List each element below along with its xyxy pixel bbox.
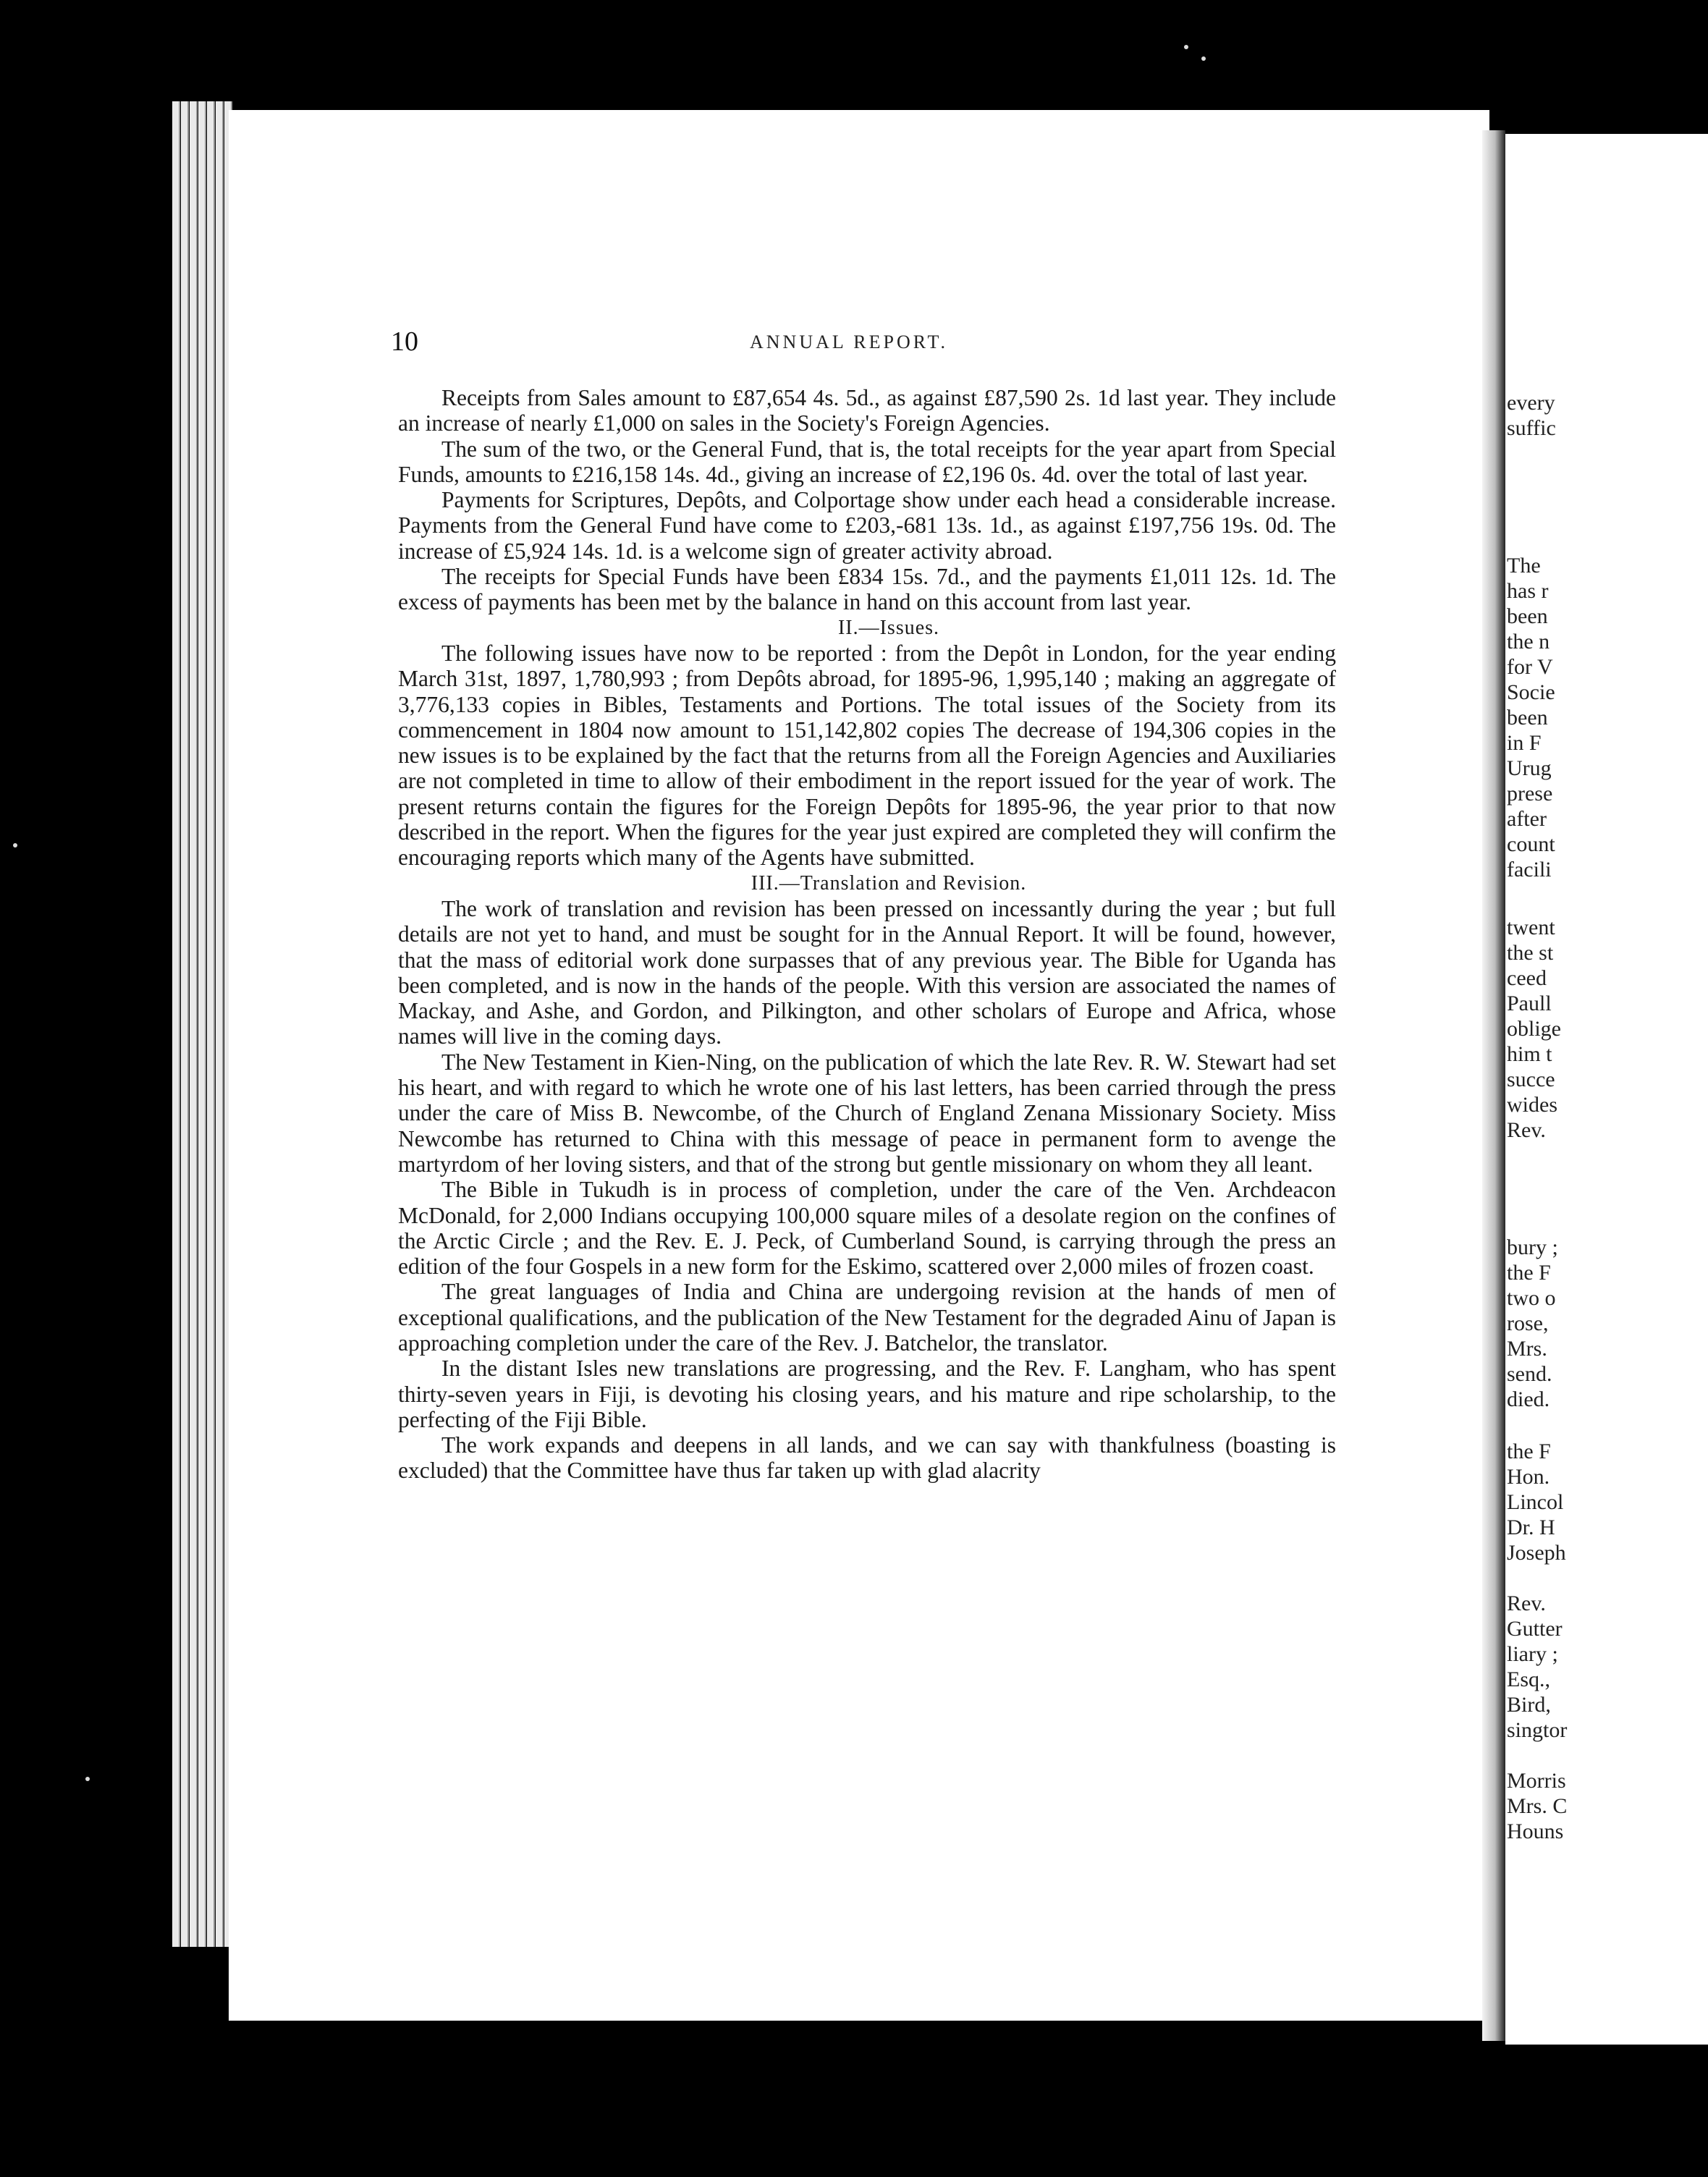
right-fragment: Socie <box>1507 680 1555 704</box>
right-fragment: has r <box>1507 579 1549 603</box>
scan-speck <box>13 843 17 847</box>
right-fragment: suffic <box>1507 416 1556 440</box>
right-fragment: the st <box>1507 941 1554 965</box>
right-fragment: Mrs. C <box>1507 1794 1568 1818</box>
right-fragment: Morris <box>1507 1769 1566 1793</box>
right-fragment: the F <box>1507 1261 1551 1285</box>
right-fragment: Urug <box>1507 756 1552 780</box>
scan-speck <box>1184 45 1188 49</box>
right-fragment: prese <box>1507 782 1553 806</box>
scan-speck <box>1201 56 1206 61</box>
right-fragment: Rev. <box>1507 1591 1546 1615</box>
right-fragment: him t <box>1507 1042 1552 1066</box>
paragraph-india-china: The great languages of India and China are undergoing revision at the hands of men of exceptional qualifications, and the publication of the New Testament for the degraded Ainu of Japan is approaching completion under the care of the Rev. J. Batchelor, the translator. <box>398 1279 1336 1356</box>
right-fragment: been <box>1507 604 1548 628</box>
paragraph-tukudh: The Bible in Tukudh is in process of completion, under the care of the Ven. Archdeacon McDonald, for 2,000 Indians occupying 100,000 square miles of a desolate region on the confines of the Arctic Circle ; and the Rev. E. J. Peck, of Cumberland Sound, is carrying through the press an edition of the four Gospels in a new form for the Eskimo, scattered over 2,000 miles of frozen coast. <box>398 1177 1336 1280</box>
right-fragment: oblige <box>1507 1017 1561 1041</box>
right-fragment: Esq., <box>1507 1667 1550 1691</box>
paragraph-translation: The work of translation and revision has been pressed on incessantly during the year ; but full details are not yet to hand, and must be sought for in the Annual Report. It will be found, however, that the mass of editorial work done surpasses that of any previous year. The Bible for Uganda has been completed, and is now in the hands of the people. With this version are associated the names of Mackay, and Ashe, and Gordon, and Pilkington, and other scholars of Europe and Africa, whose names will live in the coming days. <box>398 895 1336 1049</box>
right-fragment: after <box>1507 807 1547 831</box>
paragraph-special-funds: The receipts for Special Funds have been £834 15s. 7d., and the payments £1,011 12s. 1d. The excess of payments has been met by the balance in hand on this account from last year. <box>398 564 1336 615</box>
right-fragment: for V <box>1507 655 1553 679</box>
right-fragment: twent <box>1507 916 1555 939</box>
scan-speck <box>85 1777 90 1781</box>
right-fragment: send. <box>1507 1362 1552 1386</box>
right-fragment: wides <box>1507 1093 1557 1117</box>
right-fragment: liary ; <box>1507 1642 1558 1666</box>
paragraph-closing: The work expands and deepens in all lands, and we can say with thankfulness (boasting is excluded) that the Committee have thus far taken up with glad alacrity <box>398 1432 1336 1484</box>
right-fragment: two o <box>1507 1286 1556 1310</box>
right-fragment: facili <box>1507 858 1552 882</box>
paragraph-issues: The following issues have now to be reported : from the Depôt in London, for the year ending March 31st, 1897, 1,780,993 ; from Depôts abroad, for 1895-96, 1,995,140 ; making an aggregate of 3,776,133 copies in Bibles, Testaments and Portions. The total issues of the Society from its commencement in 1804 now amount to 151,142,802 copies The decrease of 194,306 copies in the new issues is to be explained by the fact that the returns from all the Foreign Agencies and Auxiliaries are not completed in time to allow of their embodiment in the report issued for the year of work. The present returns contain the figures for the Foreign Depôts for 1895-96, the year prior to that now described in the report. When the figures for the year just expired are completed they will confirm the encouraging reports which many of the Agents have submitted. <box>398 640 1336 871</box>
book-spine <box>1482 130 1505 2041</box>
right-fragment: count <box>1507 832 1555 856</box>
right-fragment: the n <box>1507 630 1550 654</box>
right-fragment: Rev. <box>1507 1118 1546 1142</box>
right-fragment: succe <box>1507 1068 1555 1091</box>
running-head: ANNUAL REPORT. <box>750 331 948 352</box>
right-fragment: Joseph <box>1507 1541 1566 1565</box>
right-fragment: Gutter <box>1507 1617 1563 1641</box>
right-fragment: rose, <box>1507 1311 1549 1335</box>
right-fragment: The <box>1507 554 1541 578</box>
right-fragment: been <box>1507 706 1548 730</box>
right-fragment: Bird, <box>1507 1693 1551 1717</box>
right-fragment: bury ; <box>1507 1235 1558 1259</box>
paragraph-fiji: In the distant Isles new translations are progressing, and the Rev. F. Langham, who has spent thirty-seven years in Fiji, is devoting his closing years, and his mature and ripe scholarship, to the perfecting of the Fiji Bible. <box>398 1356 1336 1432</box>
right-fragment: ceed <box>1507 966 1547 990</box>
right-fragment: Paull <box>1507 992 1552 1015</box>
right-fragment: every <box>1507 391 1555 415</box>
paragraph-payments: Payments for Scriptures, Depôts, and Colportage show under each head a considerable increase. Payments from the General Fund have come to £203,-681 13s. 1d., as against £197,756 19s. 0d. The increase of £5,924 14s. 1d. is a welcome sign of greater activity abroad. <box>398 487 1336 564</box>
right-page <box>1505 134 1708 2045</box>
right-fragment: died. <box>1507 1387 1550 1411</box>
right-fragment: Hon. <box>1507 1465 1550 1489</box>
right-fragment: the F <box>1507 1440 1551 1463</box>
right-fragment: Lincol <box>1507 1490 1564 1514</box>
section-heading-issues: II.—Issues. <box>837 616 940 639</box>
right-fragment: Dr. H <box>1507 1516 1555 1539</box>
page-number: 10 <box>391 326 418 357</box>
paragraph-kien-ning: The New Testament in Kien-Ning, on the publication of which the late Rev. R. W. Stewart had set his heart, and with regard to which he wrote one of his last letters, has been carried through the press under the care of Miss B. Newcombe, of the Church of England Zenana Missionary Society. Miss Newcombe has returned to China with this message of peace in permanent form to avenge the martyrdom of her loving sisters, and that of the strong but gentle missionary on whom they all leant. <box>398 1049 1336 1177</box>
right-fragment: Mrs. <box>1507 1337 1547 1361</box>
section-heading-translation: III.—Translation and Revision. <box>751 871 1027 895</box>
right-fragment: singtor <box>1507 1718 1568 1742</box>
right-fragment: Houns <box>1507 1819 1564 1843</box>
body-text <box>398 385 1336 1484</box>
paragraph-general-fund: The sum of the two, or the General Fund, that is, the total receipts for the year apart from Special Funds, amounts to £216,158 14s. 4d., giving an increase of £2,196 0s. 4d. over the total of last year. <box>398 436 1336 487</box>
paragraph-sales-receipts: Receipts from Sales amount to £87,654 4s. 5d., as against £87,590 2s. 1d last year. They include an increase of nearly £1,000 on sales in the Society's Foreign Agencies. <box>398 385 1336 436</box>
right-fragment: in F <box>1507 731 1542 755</box>
